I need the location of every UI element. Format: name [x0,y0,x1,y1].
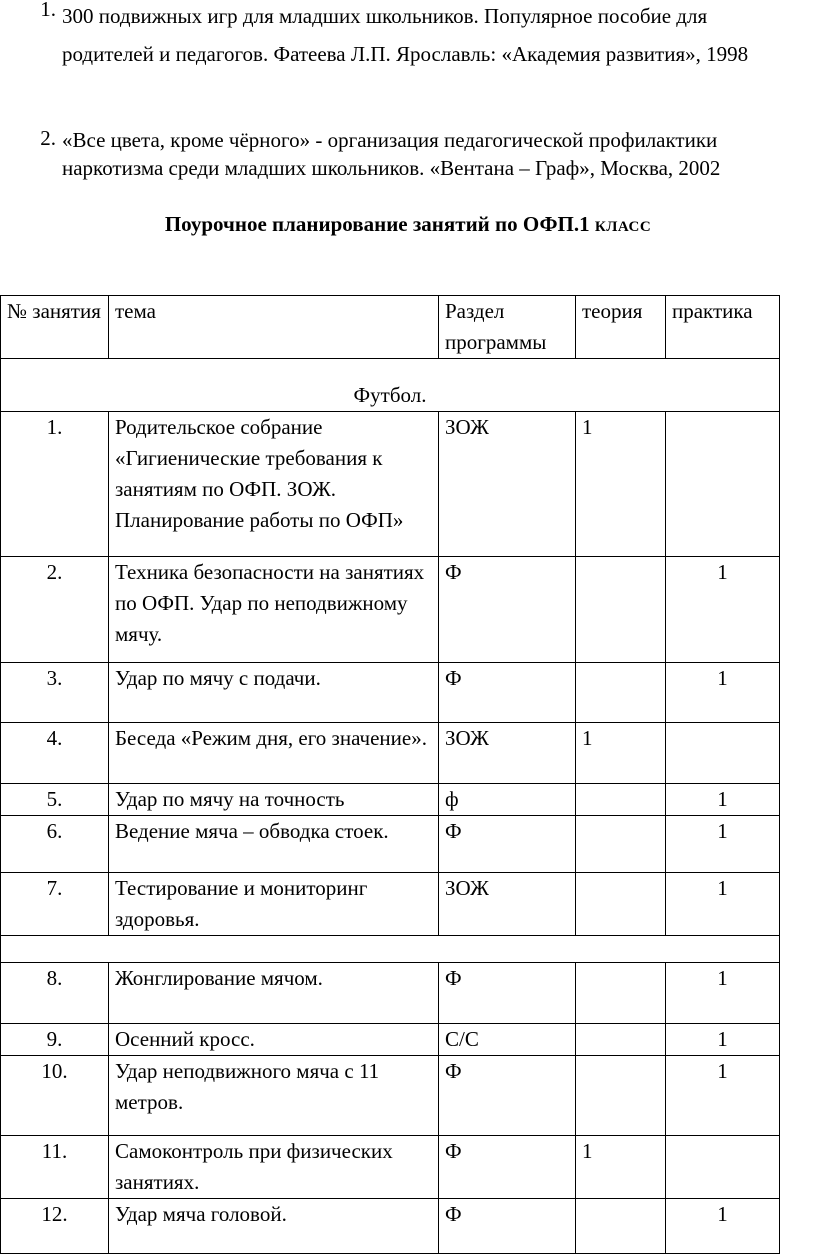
cell-number: 6. [1,816,109,873]
cell-section: Ф [439,1199,576,1254]
header-theory: теория [576,296,666,359]
cell-section: Ф [439,663,576,723]
header-topic: тема [109,296,439,359]
cell-section: ф [439,784,576,816]
cell-number: 1. [1,412,109,557]
cell-theory [576,963,666,1024]
title-suffix: КЛАСС [594,219,652,235]
cell-topic: Родительское собрание «Гигиенические требования к занятиям по ОФП. ЗОЖ. Планирование работы по ОФП» [109,412,439,557]
header-practice: практика [666,296,780,359]
table-row [1,1024,780,1056]
cell-practice: 1 [666,1199,780,1254]
reference-text: 300 подвижных игр для младших школьников. Популярное пособие для родителей и педагогов. Фатеева Л.П. Ярославль: «Академия развития», 1998 [62,4,749,66]
title-main: Поурочное планирование занятий по ОФП.1 [164,212,595,236]
table-row [1,412,780,557]
cell-number: 12. [1,1199,109,1254]
cell-number: 3. [1,663,109,723]
header-lesson-number: № занятия [1,296,109,359]
table-row [1,816,780,873]
cell-practice: 1 [666,873,780,936]
cell-practice [666,723,780,784]
page-title [0,212,816,237]
cell-practice: 1 [666,1024,780,1056]
cell-section: Ф [439,1056,576,1136]
cell-theory [576,816,666,873]
cell-theory [576,557,666,663]
empty-row [1,936,780,963]
header-program-section: Раздел программы [439,296,576,359]
table-row [1,963,780,1024]
cell-section: Ф [439,1136,576,1199]
cell-section: ЗОЖ [439,412,576,557]
cell-section: ЗОЖ [439,723,576,784]
cell-topic: Осенний кросс. [109,1024,439,1056]
spacer-row [1,936,780,963]
reference-number: 1. [40,0,56,21]
lesson-plan-table [0,295,780,1254]
cell-number: 2. [1,557,109,663]
cell-topic: Удар по мячу с подачи. [109,663,439,723]
cell-number: 5. [1,784,109,816]
cell-number: 10. [1,1056,109,1136]
cell-theory: 1 [576,412,666,557]
cell-practice: 1 [666,784,780,816]
cell-number: 9. [1,1024,109,1056]
cell-number: 4. [1,723,109,784]
table-header-row [1,296,780,359]
cell-topic: Тестирование и мониторинг здоровья. [109,873,439,936]
cell-theory: 1 [576,723,666,784]
cell-topic: Жонглирование мячом. [109,963,439,1024]
cell-practice [666,1136,780,1199]
cell-topic: Удар неподвижного мяча с 11 метров. [109,1056,439,1136]
cell-practice [666,412,780,557]
cell-theory [576,873,666,936]
cell-number: 11. [1,1136,109,1199]
cell-topic: Техника безопасности на занятиях по ОФП. Удар по неподвижному мячу. [109,557,439,663]
cell-section: Ф [439,963,576,1024]
cell-number: 8. [1,963,109,1024]
table-row [1,1136,780,1199]
table-row [1,1199,780,1254]
cell-theory [576,1056,666,1136]
cell-theory: 1 [576,1136,666,1199]
cell-practice: 1 [666,663,780,723]
cell-topic: Удар мяча головой. [109,1199,439,1254]
cell-practice: 1 [666,557,780,663]
cell-section: ЗОЖ [439,873,576,936]
cell-theory [576,663,666,723]
table-row [1,784,780,816]
reference-number: 2. [40,126,56,150]
table-row [1,723,780,784]
table-row [1,1056,780,1136]
cell-section: С/С [439,1024,576,1056]
cell-topic: Удар по мячу на точность [109,784,439,816]
cell-theory [576,1024,666,1056]
cell-number: 7. [1,873,109,936]
cell-theory [576,1199,666,1254]
cell-topic: Самоконтроль при физических занятиях. [109,1136,439,1199]
table-row [1,663,780,723]
cell-topic: Беседа «Режим дня, его значение». [109,723,439,784]
cell-theory [576,784,666,816]
cell-practice: 1 [666,963,780,1024]
section-row [1,359,780,412]
reference-text: «Все цвета, кроме чёрного» - организация педагогической профилактики наркотизма среди младших школьников. «Вентана – Граф», Москва, 2002 [62,128,721,180]
cell-section: Ф [439,816,576,873]
section-label: Футбол. [1,359,780,412]
cell-practice: 1 [666,816,780,873]
table-row [1,873,780,936]
cell-section: Ф [439,557,576,663]
cell-topic: Ведение мяча – обводка стоек. [109,816,439,873]
cell-practice: 1 [666,1056,780,1136]
table-row [1,557,780,663]
